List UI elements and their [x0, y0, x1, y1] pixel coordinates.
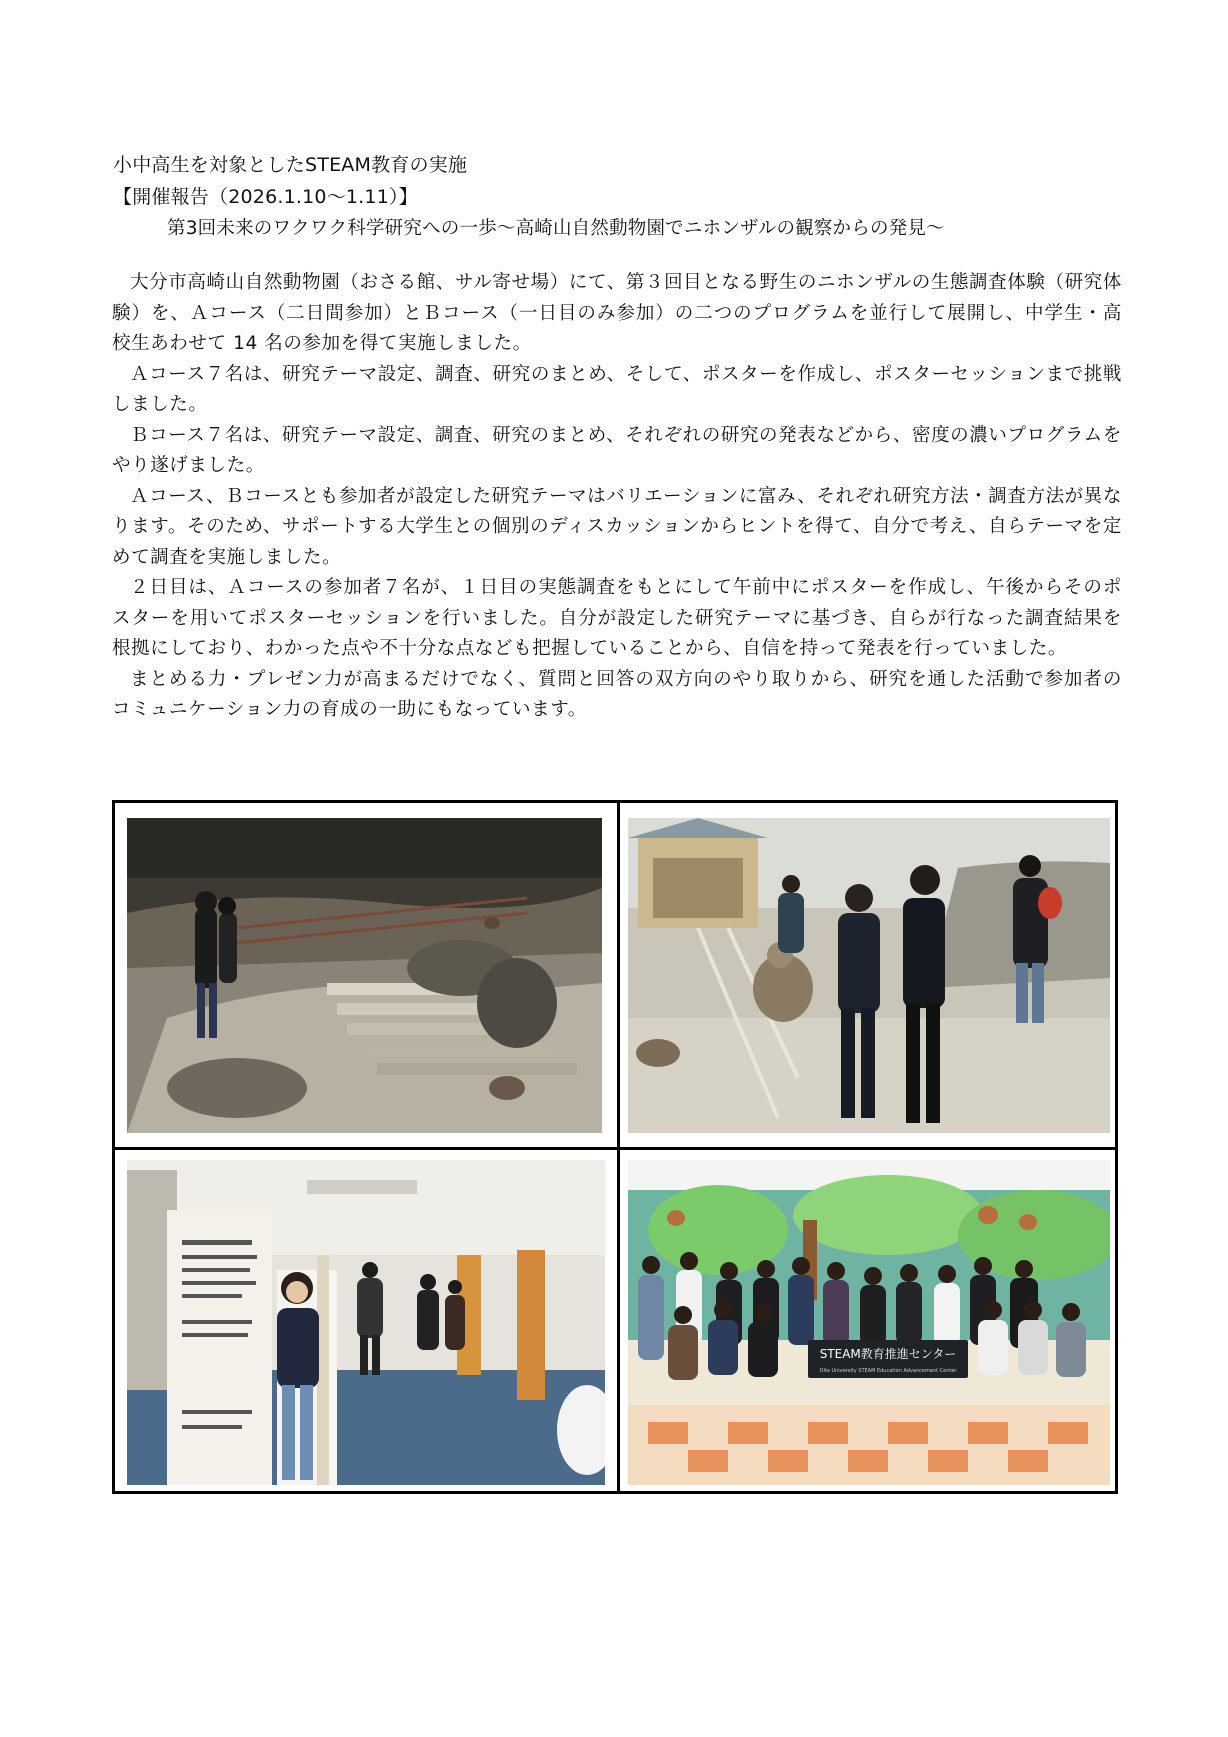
paragraph-overview: 大分市高崎山自然動物園（おさる館、サル寄せ場）にて、第３回目となる野生のニホンザルの生態調査体験（研究体験）を、Ａコース（二日間参加）とＢコース（一日目のみ参加）の二つのプログラムを並行して展開し、中学生・高校生あわせて 14 名の参加を得て実施しました。: [112, 272, 1122, 354]
paragraph-course-b: Ｂコース７名は、研究テーマ設定、調査、研究のまとめ、それぞれの研究の発表などから、密度の濃いプログラムをやり遂げました。: [112, 424, 1122, 476]
banner-title: STEAM教育推進センター: [819, 1347, 957, 1361]
photo-group-banner: [628, 1160, 1110, 1485]
event-title: 第3回未来のワクワク科学研究への一歩～高崎山自然動物園でニホンザルの観察からの発見～: [167, 218, 945, 239]
paragraph-course-a: Ａコース７名は、研究テーマ設定、調査、研究のまとめ、そして、ポスターを作成し、ポスターセッションまで挑戦しました。: [112, 363, 1122, 415]
report-body: [112, 268, 1122, 726]
banner-subtitle: Oita University STEAM Education Advancement Center: [819, 1368, 957, 1374]
photo-observation-stone-steps: [127, 818, 602, 1133]
paragraph-research-themes: Ａコース、Ｂコースとも参加者が設定した研究テーマはバリエーションに富み、それぞれ研究方法・調査方法が異なります。そのため、サポートする大学生との個別のディスカッションからヒントを得て、自分で考え、自らテーマを定めて調査を実施しました。: [112, 485, 1122, 568]
report-label: 【開催報告（2026.1.10～1.11）】: [113, 186, 418, 208]
grid-divider-horizontal: [115, 1147, 1115, 1150]
paragraph-conclusion: まとめる力・プレゼン力が高まるだけでなく、質問と回答の双方向のやり取りから、研究を通した活動で参加者のコミュニケーション力の育成の一助にもなっています。: [112, 668, 1122, 720]
photo-grid: [112, 800, 1118, 1494]
paragraph-day-two: ２日目は、Ａコースの参加者７名が、１日目の実態調査をもとにして午前中にポスターを作成し、午後からそのポスターを用いてポスターセッションを行いました。自分が設定した研究テーマに基づき、自らが行なった調査結果を根拠にしており、わかった点や不十分な点なども把握していることから、自信を持って発表を行っていました。: [112, 577, 1122, 659]
photo-monkey-on-fence: [628, 818, 1110, 1133]
photo-poster-session: [127, 1160, 605, 1485]
organization-line: 小中高生を対象としたSTEAM教育の実施: [113, 154, 468, 176]
